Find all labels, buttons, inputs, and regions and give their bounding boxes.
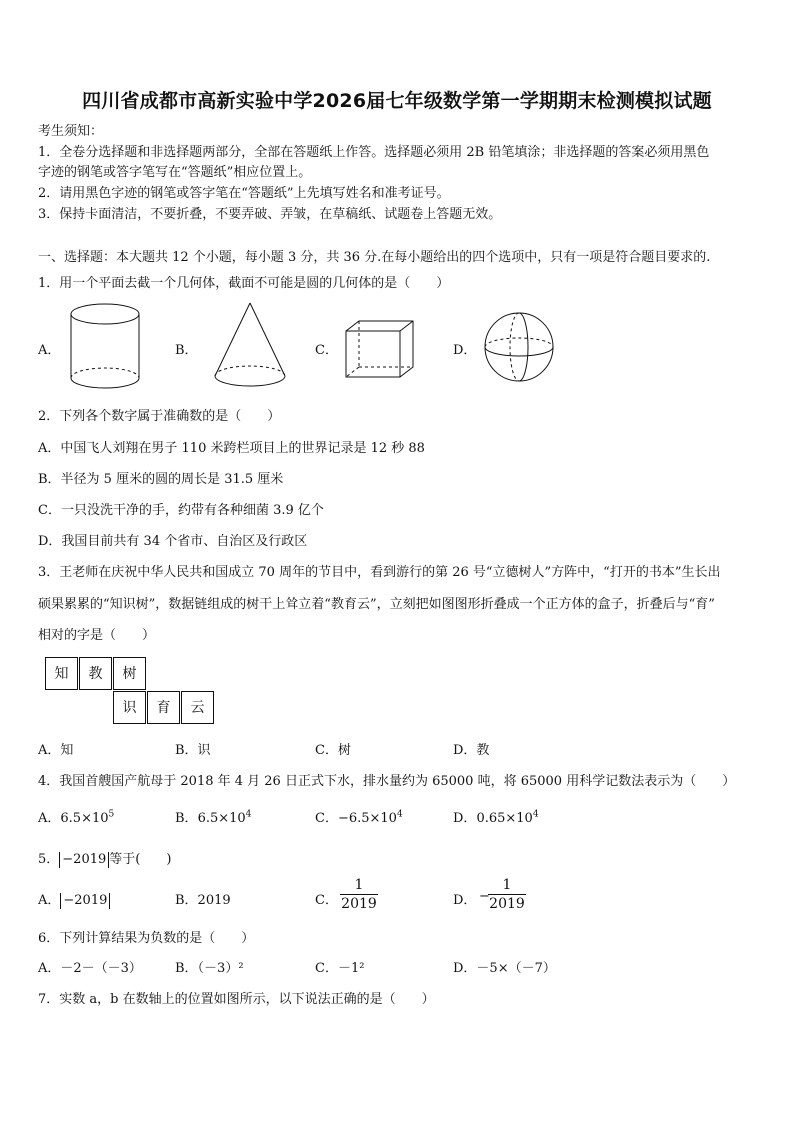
- net-cell: 识: [113, 691, 146, 724]
- option-text: A．中国飞人刘翔在男子 110 米跨栏项目上的世界记录是 12 秒 88: [38, 441, 425, 456]
- question-stem: 硕果累累的“知识树”，数据链组成的树干上耸立着“教育云”，立刻把如图图形折叠成一个正方体的盒子，折叠后与“育”: [38, 597, 715, 612]
- net-cell: 教: [79, 657, 112, 690]
- option-text: A．－2－（－3）: [38, 961, 142, 976]
- page-title: 四川省成都市高新实验中学2026届七年级数学第一学期期末检测模拟试题: [82, 90, 712, 112]
- question-stem: 2．下列各个数字属于准确数的是（ ）: [38, 409, 281, 424]
- absolute-value: −2019: [59, 852, 109, 868]
- net-cell: 云: [181, 691, 214, 724]
- option-text: D．$0.65\times 10^4$: [453, 809, 539, 826]
- option-text: C．一只没洗干净的手，约带有各种细菌 3.9 亿个: [38, 503, 324, 518]
- option-text: A． −2019: [38, 889, 110, 909]
- option-text: C．树: [315, 743, 351, 758]
- minus-sign: −: [479, 889, 490, 904]
- option-text: B．（－3）²: [175, 961, 244, 976]
- question-stem: 5． −2019 等于( ): [38, 852, 172, 867]
- option-text: B．半径为 5 厘米的圆的周长是 31.5 厘米: [38, 472, 284, 487]
- option-text: C．－1²: [315, 961, 365, 976]
- fraction: $\frac{1}{2019}$: [489, 877, 525, 912]
- question-stem: 3．王老师在庆祝中华人民共和国成立 70 周年的节目中，看到游行的第 26 号“立德树人”方阵中，“打开的书本”生长出: [38, 565, 721, 580]
- net-cell: 树: [113, 657, 146, 690]
- notice-heading: 考生须知：: [38, 124, 104, 139]
- option-text: A．$6.5\times 10^5$: [38, 809, 115, 826]
- notice-line: 1．全卷分选择题和非选择题两部分，全部在答题纸上作答。选择题必须用 2B 铅笔填涂；非选择题的答案必须用黑色: [38, 145, 710, 160]
- question-stem: 6．下列计算结果为负数的是（ ）: [38, 931, 255, 946]
- section-heading: 一、选择题：本大题共 12 个小题，每小题 3 分，共 36 分.在每小题给出的四个选项中，只有一项是符合题目要求的.: [38, 250, 711, 265]
- option-text: D．－5×（－7）: [453, 961, 556, 976]
- option-text: D．教: [453, 743, 490, 758]
- sphere-figure: [482, 310, 556, 384]
- cone-figure: [210, 300, 290, 394]
- fraction: $\frac{1}{2019}$: [341, 877, 377, 912]
- option-label: A．: [38, 343, 61, 358]
- cube-figure: [343, 318, 417, 380]
- question-stem: 4．我国首艘国产航母于 2018 年 4 月 26 日正式下水，排水量约为 65000 吨，将 65000 用科学记数法表示为（ ）: [38, 774, 736, 789]
- option-label: C．: [315, 893, 338, 908]
- notice-line: 字迹的钢笔或答字笔写在“答题纸”相应位置上。: [38, 165, 312, 180]
- question-stem: 相对的字是（ ）: [38, 628, 156, 643]
- option-text: C．$-6.5\times 10^4$: [315, 809, 403, 826]
- cylinder-figure: [68, 302, 142, 392]
- option-text: B．2019: [175, 893, 231, 908]
- option-label: D．: [453, 893, 477, 908]
- question-stem: 7．实数 a，b 在数轴上的位置如图所示，以下说法正确的是（ ）: [38, 992, 435, 1007]
- option-label: B．: [175, 343, 198, 358]
- option-text: A．知: [38, 743, 74, 758]
- notice-line: 3．保持卡面清洁，不要折叠，不要弄破、弄皱，在草稿纸、试题卷上答题无效。: [38, 207, 502, 222]
- option-label: C．: [315, 343, 338, 358]
- option-text: B．$6.5\times 10^4$: [175, 809, 252, 826]
- option-text: D．我国目前共有 34 个省市、自治区及行政区: [38, 534, 308, 549]
- option-label: D．: [453, 343, 477, 358]
- option-text: B．识: [175, 743, 211, 758]
- net-cell: 知: [45, 657, 78, 690]
- notice-line: 2．请用黑色字迹的钢笔或答字笔在“答题纸”上先填写姓名和准考证号。: [38, 186, 450, 201]
- question-stem: 1．用一个平面去截一个几何体，截面不可能是圆的几何体的是（ ）: [38, 276, 450, 291]
- net-cell: 育: [147, 691, 180, 724]
